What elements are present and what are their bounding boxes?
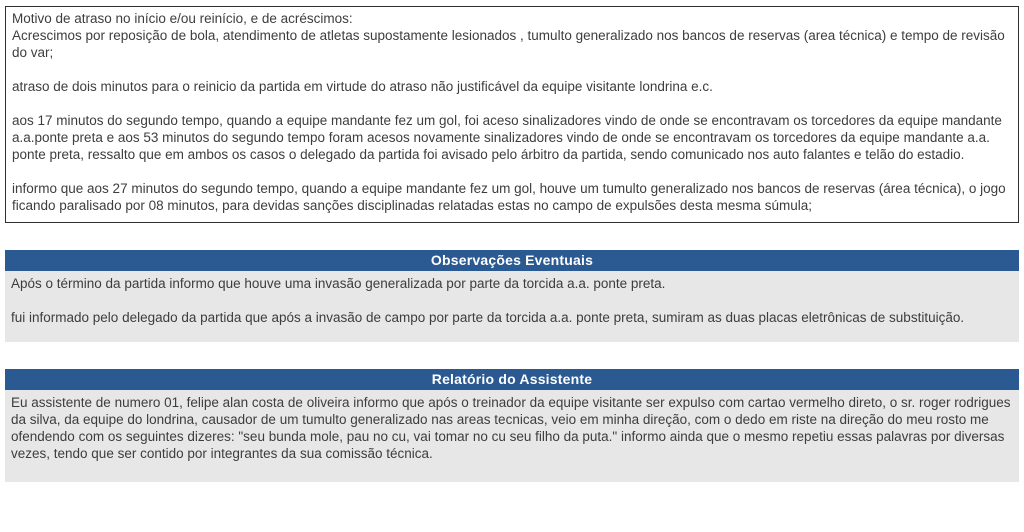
relatorio-assistente-section — [5, 369, 1019, 482]
match-report-document — [5, 0, 1019, 482]
delay-reason-paragraph: informo que aos 27 minutos do segundo tempo, quando a equipe mandante fez um gol, houve um tumulto generalizado nos bancos de reservas (área técnica), o jogo ficando paralisado por 08 minutos, para devidas sanções disciplinadas relatadas estas no campo de expulsões desta mesma súmula; — [12, 181, 1006, 213]
observacao-paragraph: Após o término da partida informo que houve uma invasão generalizada por parte da torcida a.a. ponte preta. — [11, 276, 666, 291]
delay-reasons-box — [5, 6, 1019, 223]
relatorio-assistente-header: Relatório do Assistente — [5, 369, 1019, 390]
delay-reasons-title: Motivo de atraso no início e/ou reinício, e de acréscimos: — [12, 11, 353, 26]
observacoes-eventuais-body — [5, 271, 1019, 342]
observacoes-eventuais-header: Observações Eventuais — [5, 250, 1019, 271]
observacoes-eventuais-section — [5, 250, 1019, 342]
relatorio-assistente-body — [5, 390, 1019, 482]
delay-reason-paragraph: aos 17 minutos do segundo tempo, quando a equipe mandante fez um gol, foi aceso sinalizadores vindo de onde se encontravam os torcedores da equipe mandante a.a.ponte preta e aos 53 minutos do segundo tempo foram acesos novamente sinalizadores vindo de onde se encontravam os torcedores da equipe mandante a.a. ponte preta, ressalto que em ambos os casos o delegado da partida foi avisado pelo árbitro da partida, sendo comunicado nos auto falantes e telão do estadio. — [12, 113, 1002, 162]
delay-reason-paragraph: Acrescimos por reposição de bola, atendimento de atletas supostamente lesionados , tumulto generalizado nos bancos de reservas (area técnica) e tempo de revisão do var; — [12, 28, 1005, 60]
delay-reason-paragraph: atraso de dois minutos para o reinicio da partida em virtude do atraso não justificável da equipe visitante londrina e.c. — [12, 79, 713, 94]
observacao-paragraph: fui informado pelo delegado da partida que após a invasão de campo por parte da torcida a.a. ponte preta, sumiram as duas placas eletrônicas de substituição. — [11, 310, 965, 325]
relatorio-paragraph: Eu assistente de numero 01, felipe alan costa de oliveira informo que após o treinador da equipe visitante ser expulso com cartao vermelho direto, o sr. roger rodrigues da silva, da equipe do londrina, causador de um tumulto generalizado nas areas tecnicas, veio em minha direção, com o dedo em riste na direção do meu rosto me ofendendo com os seguintes dizeres: "seu bunda mole, pau no cu, vai tomar no cu seu filho da puta." informo ainda que o mesmo repetiu essas palavras por diversas vezes, tendo que ser contido por integrantes da sua comissão técnica. — [11, 395, 1011, 461]
